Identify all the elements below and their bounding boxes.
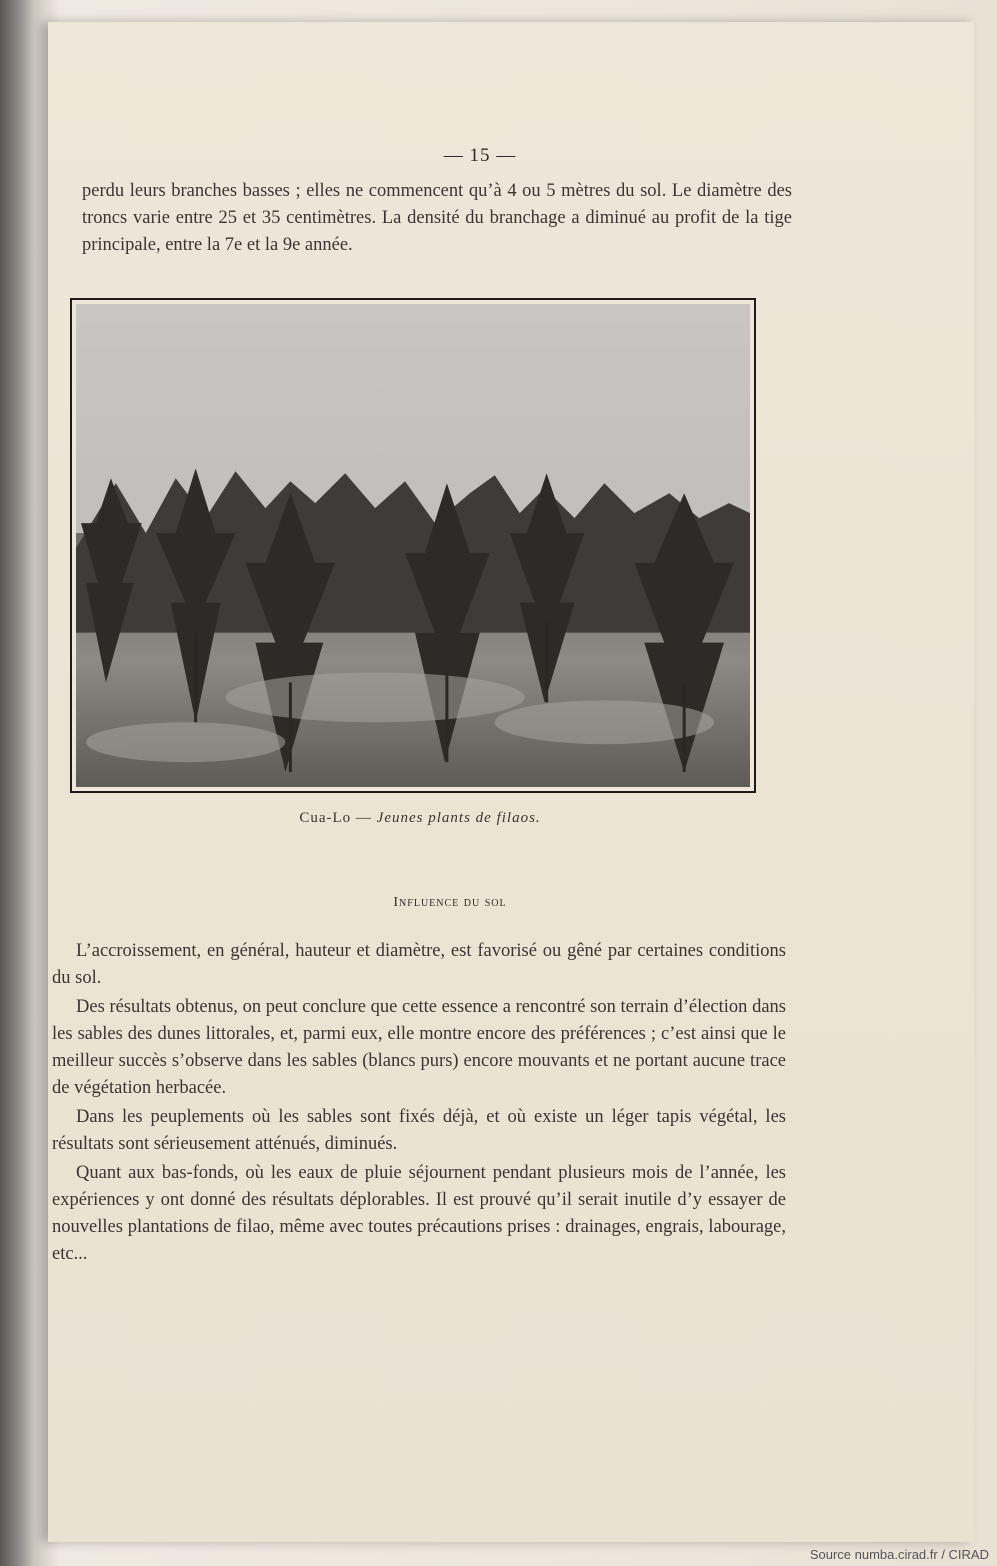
top-paragraph-text: perdu leurs branches basses ; elles ne commencent qu’à 4 ou 5 mètres du sol. Le diamètre des troncs varie entre 25 et 35 centimètres. La densité du branchage a diminué au profit de la tige principale, entre la 7e et la 9e année. [82, 181, 792, 255]
figure-caption [200, 810, 640, 827]
top-paragraph [82, 178, 792, 259]
section-heading: Influence du sol [393, 895, 507, 910]
source-credit: Source numba.cirad.fr / CIRAD [809, 1547, 989, 1562]
paragraph: Quant aux bas-fonds, où les eaux de pluie séjournent pendant plusieurs mois de l’année, les expériences y ont donné des résultats déplorables. Il est prouvé qu’il serait inutile d’y essayer de nouvelles plantations de filao, même avec toutes précautions prises : drainages, engrais, labourage, etc... [52, 1163, 786, 1264]
paragraph: Dans les peuplements où les sables sont fixés déjà, et où existe un léger tapis végétal, les résultats sont sérieusement atténués, diminués. [52, 1107, 786, 1154]
forest-photograph [76, 304, 750, 787]
page-number: — 15 — [443, 145, 517, 166]
caption-place: Cua-Lo — [299, 810, 372, 826]
body-text [52, 938, 786, 1270]
photo-figure [70, 298, 756, 793]
caption-title: Jeunes plants de filaos. [376, 810, 541, 826]
paragraph: Des résultats obtenus, on peut conclure que cette essence a rencontré son terrain d’élection dans les sables des dunes littorales, et, parmi eux, elle montre encore des préférences ; c’est ainsi que le meilleur succès s’observe dans les sables (blancs purs) encore mouvants et ne portant aucune trace de végétation herbacée. [52, 997, 786, 1098]
paragraph: L’accroissement, en général, hauteur et diamètre, est favorisé ou gêné par certaines conditions du sol. [52, 941, 786, 988]
